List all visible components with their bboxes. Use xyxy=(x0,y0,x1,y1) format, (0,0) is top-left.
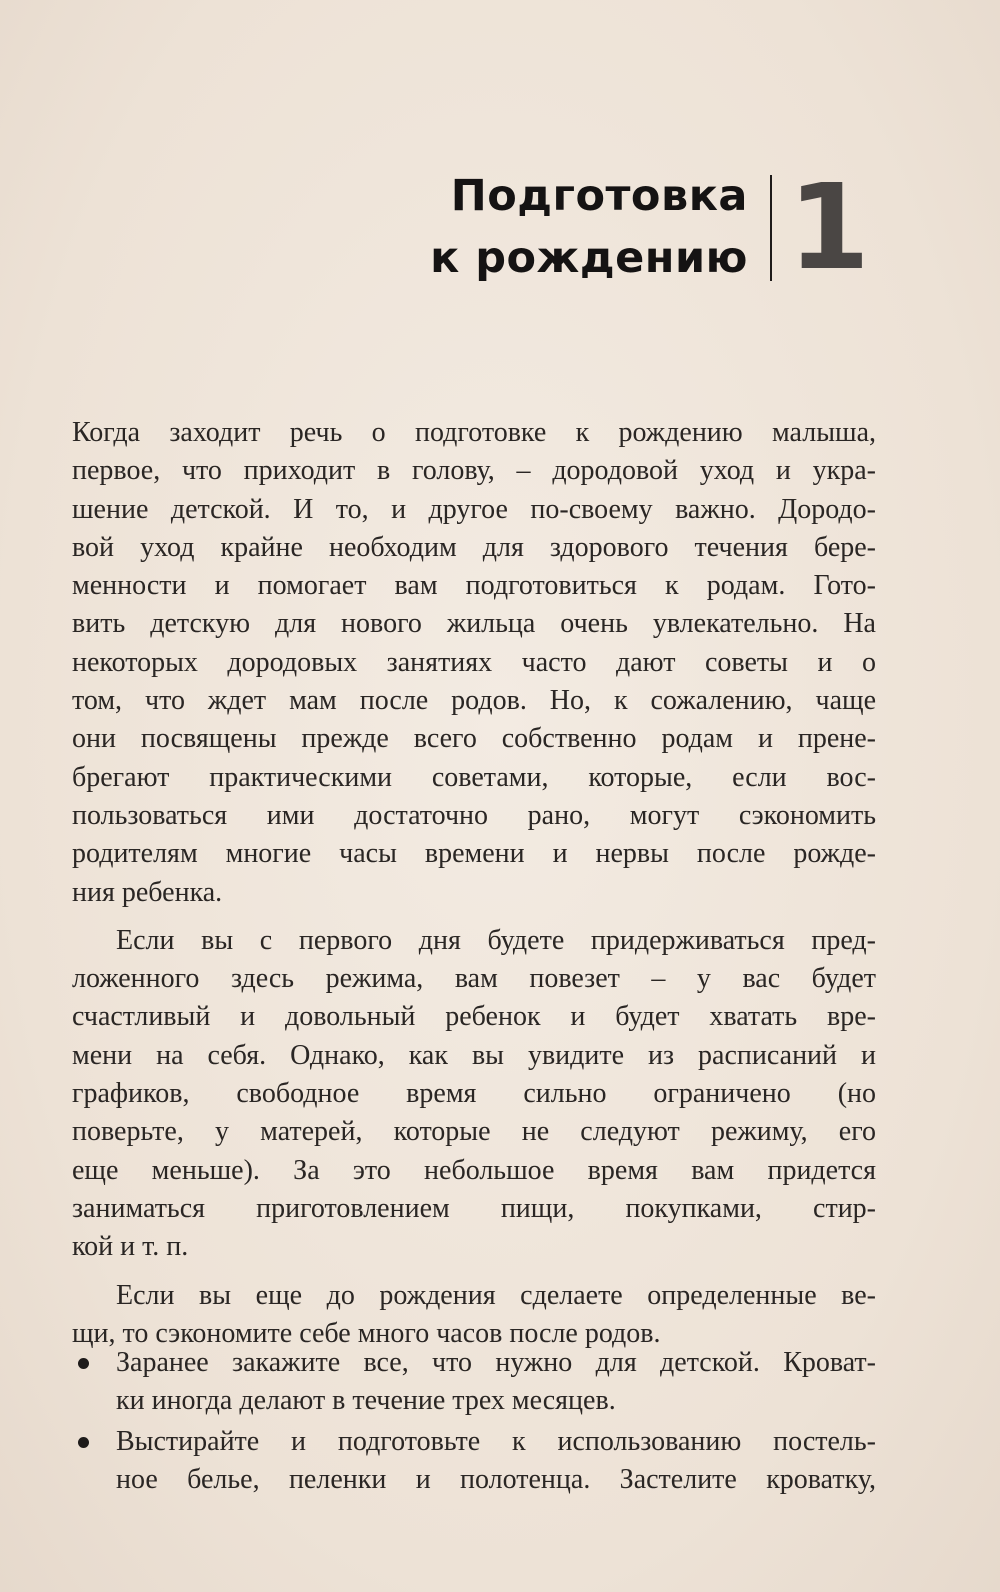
list-item xyxy=(72,1423,876,1500)
paragraph xyxy=(72,1277,876,1354)
chapter-header xyxy=(430,158,870,296)
chapter-title-line-2: к рождению xyxy=(430,233,748,283)
text-line: кой и т. п. xyxy=(72,1231,189,1263)
text-line: они посвящены прежде всего собственно родам и прене- xyxy=(72,723,876,755)
list-item xyxy=(72,1344,876,1421)
text-line: вой уход крайне необходим для здорового течения бере- xyxy=(72,531,876,563)
text-line: вить детскую для нового жильца очень увлекательно. На xyxy=(72,608,876,640)
paragraph xyxy=(72,414,876,912)
text-line: счастливый и довольный ребенок и будет хватать вре- xyxy=(72,1001,876,1033)
text-line: ное белье, пеленки и полотенца. Застелите кроватку, xyxy=(116,1463,876,1495)
text-line: еще меньше). За это небольшое время вам придется xyxy=(72,1154,876,1186)
text-line: менности и помогает вам подготовиться к родам. Гото- xyxy=(72,570,876,602)
body-text xyxy=(72,414,876,1353)
bullet-list xyxy=(72,1344,876,1501)
bullet-icon xyxy=(78,1358,89,1369)
chapter-title xyxy=(430,165,770,289)
text-line: Если вы еще до рождения сделаете определенные ве- xyxy=(116,1279,876,1311)
text-line: ки иногда делают в течение трех месяцев. xyxy=(116,1385,616,1417)
text-line: брегают практическими советами, которые, если вос- xyxy=(72,761,876,793)
text-line: Выстирайте и подготовьте к использованию постель- xyxy=(116,1425,876,1457)
text-line: шение детской. И то, и другое по-своему важно. Дородо- xyxy=(72,493,876,525)
text-line: мени на себя. Однако, как вы увидите из расписаний и xyxy=(72,1039,876,1071)
text-line: некоторых дородовых занятиях часто дают советы и о xyxy=(72,646,876,678)
text-line: ложенного здесь режима, вам повезет – у вас будет xyxy=(72,963,876,995)
chapter-title-line-1: Подготовка xyxy=(450,171,748,221)
text-line: первое, что приходит в голову, – дородовой уход и укра- xyxy=(72,455,876,487)
text-line: пользоваться ими достаточно рано, могут сэкономить xyxy=(72,799,876,831)
bullet-icon xyxy=(78,1437,89,1448)
text-line: Если вы с первого дня будете придерживаться пред- xyxy=(116,924,876,956)
text-line: Заранее закажите все, что нужно для детской. Кроват- xyxy=(116,1347,876,1378)
text-line: Когда заходит речь о подготовке к рождению малыша, xyxy=(72,417,876,448)
text-line: ния ребенка. xyxy=(72,876,223,908)
text-line: щи, то сэкономите себе много часов после родов. xyxy=(72,1317,661,1349)
text-line: графиков, свободное время сильно ограничено (но xyxy=(72,1078,876,1110)
text-line: поверьте, у матерей, которые не следуют режиму, его xyxy=(72,1116,876,1148)
text-line: родителям многие часы времени и нервы после рожде- xyxy=(72,838,876,870)
paragraph xyxy=(72,922,876,1267)
text-line: заниматься приготовлением пищи, покупками, стир- xyxy=(72,1192,876,1224)
text-line: том, что ждет мам после родов. Но, к сожалению, чаще xyxy=(72,685,876,717)
chapter-number: 1 xyxy=(787,158,870,296)
